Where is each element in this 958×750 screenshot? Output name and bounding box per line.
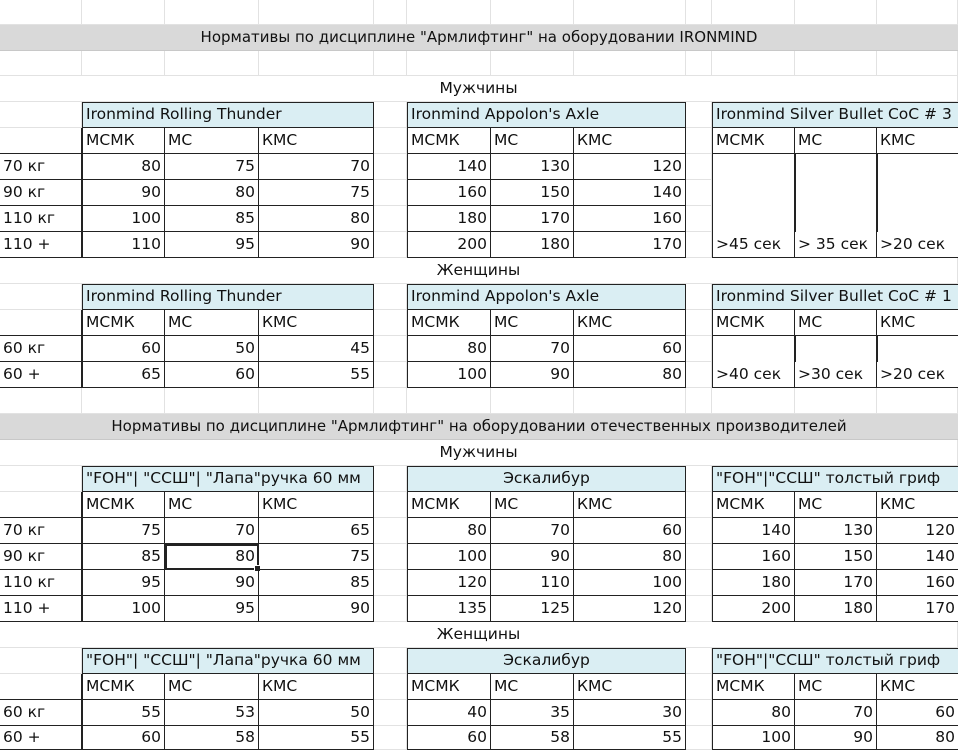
value-cell[interactable]	[877, 336, 958, 362]
value-cell[interactable]: 100	[407, 544, 491, 570]
empty-cell[interactable]	[574, 388, 686, 414]
equipment-name: Ironmind Appolon's Axle	[407, 102, 686, 128]
rank-header: КМС	[574, 492, 686, 518]
data-row	[0, 570, 958, 596]
rank-header: КМС	[877, 128, 958, 154]
spacer-cell[interactable]	[686, 154, 712, 180]
equipment-name: "FOH"| "ССШ"| "Лапа"ручка 60 мм	[82, 466, 374, 492]
value-cell[interactable]: 140	[877, 544, 958, 570]
weight-class: 70 кг	[0, 518, 82, 544]
rank-header: МСМК	[407, 674, 491, 700]
equipment-name: Эскалибур	[407, 466, 686, 492]
equipment-header-row	[0, 648, 958, 674]
spacer-cell[interactable]	[374, 154, 407, 180]
spacer-cell[interactable]	[374, 674, 407, 700]
rank-header: КМС	[574, 674, 686, 700]
equipment-name: "FOH"|"ССШ" толстый гриф	[712, 648, 958, 674]
value-cell[interactable]: 180	[795, 596, 877, 622]
rank-header: МСМК	[82, 492, 165, 518]
empty-cell[interactable]	[877, 0, 958, 25]
weight-class: 90 кг	[0, 180, 82, 206]
empty-cell[interactable]	[0, 466, 82, 492]
value-cell[interactable]: 110	[491, 570, 574, 596]
value-cell[interactable]: 70	[491, 518, 574, 544]
spacer-cell[interactable]	[686, 310, 712, 336]
value-cell[interactable]: 130	[795, 518, 877, 544]
value-cell[interactable]: 65	[82, 362, 165, 388]
value-cell[interactable]: 60	[82, 726, 165, 750]
value-cell[interactable]: > 35 сек	[795, 232, 877, 258]
equipment-name: Эскалибур	[407, 648, 686, 674]
spacer-cell[interactable]	[686, 180, 712, 206]
empty-cell[interactable]	[712, 388, 795, 414]
gender-row	[0, 76, 958, 102]
spacer-cell[interactable]	[374, 102, 407, 128]
value-cell[interactable]: 80	[407, 518, 491, 544]
rank-header: МСМК	[407, 492, 491, 518]
spacer-cell[interactable]	[686, 362, 712, 388]
spacer-cell[interactable]	[374, 570, 407, 596]
spacer-cell[interactable]	[374, 336, 407, 362]
rank-header: МСМК	[712, 310, 795, 336]
value-cell[interactable]: 170	[795, 570, 877, 596]
value-cell[interactable]: 100	[82, 206, 165, 232]
equipment-name: "FOH"| "ССШ"| "Лапа"ручка 60 мм	[82, 648, 374, 674]
value-cell[interactable]: 80	[165, 544, 259, 570]
empty-cell[interactable]	[877, 388, 958, 414]
value-cell[interactable]: 80	[82, 154, 165, 180]
value-cell[interactable]: 130	[491, 154, 574, 180]
empty-cell[interactable]	[407, 0, 491, 25]
spacer-cell[interactable]	[374, 206, 407, 232]
rank-header: МСМК	[82, 128, 165, 154]
value-cell[interactable]: 90	[259, 232, 374, 258]
value-cell[interactable]: 50	[165, 336, 259, 362]
value-cell[interactable]: 58	[491, 726, 574, 750]
spacer-cell[interactable]	[374, 180, 407, 206]
value-cell[interactable]: 120	[574, 596, 686, 622]
rank-header: КМС	[259, 310, 374, 336]
value-cell[interactable]: 75	[259, 180, 374, 206]
value-cell[interactable]	[877, 206, 958, 232]
empty-cell[interactable]	[374, 0, 407, 25]
rank-header: КМС	[877, 310, 958, 336]
value-cell[interactable]: 170	[491, 206, 574, 232]
data-row	[0, 518, 958, 544]
equipment-name: Ironmind Rolling Thunder	[82, 102, 374, 128]
spacer-cell[interactable]	[686, 518, 712, 544]
value-cell[interactable]	[877, 154, 958, 180]
weight-class: 60 +	[0, 362, 82, 388]
value-cell[interactable]: 95	[165, 596, 259, 622]
empty-cell[interactable]	[82, 0, 165, 25]
rank-header: МС	[795, 492, 877, 518]
value-cell[interactable]: 140	[712, 518, 795, 544]
rank-header: МСМК	[712, 492, 795, 518]
equipment-header-row	[0, 466, 958, 492]
empty-cell[interactable]	[374, 388, 407, 414]
empty-cell[interactable]	[259, 0, 374, 25]
value-cell[interactable]: 70	[795, 700, 877, 726]
rank-header: МСМК	[82, 310, 165, 336]
rank-header: МС	[795, 128, 877, 154]
spacer-cell[interactable]	[374, 310, 407, 336]
value-cell[interactable]: 75	[165, 154, 259, 180]
spacer-cell[interactable]	[686, 466, 712, 492]
empty-cell[interactable]	[877, 51, 958, 76]
value-cell[interactable]: 160	[877, 570, 958, 596]
value-cell[interactable]: 160	[712, 544, 795, 570]
value-cell[interactable]	[877, 180, 958, 206]
section-title-row	[0, 25, 958, 51]
spacer-cell[interactable]	[686, 284, 712, 310]
rank-header: КМС	[259, 674, 374, 700]
section-title: Нормативы по дисциплине "Армлифтинг" на оборудовании отечественных производителей	[0, 414, 958, 440]
spacer-cell[interactable]	[686, 596, 712, 622]
empty-cell[interactable]	[574, 51, 686, 76]
value-cell[interactable]: 70	[491, 336, 574, 362]
value-cell[interactable]: 80	[574, 544, 686, 570]
weight-class: 60 кг	[0, 336, 82, 362]
rank-header: МС	[165, 310, 259, 336]
value-cell[interactable]: 55	[82, 700, 165, 726]
spacer-cell[interactable]	[686, 544, 712, 570]
blank-row	[0, 51, 958, 76]
rank-header-row	[0, 128, 958, 154]
empty-cell[interactable]	[491, 388, 574, 414]
spacer-cell[interactable]	[686, 674, 712, 700]
value-cell[interactable]: 80	[407, 336, 491, 362]
spacer-cell[interactable]	[686, 336, 712, 362]
empty-cell[interactable]	[686, 51, 712, 76]
value-cell[interactable]: 180	[407, 206, 491, 232]
equipment-name: "FOH"|"ССШ" толстый гриф	[712, 466, 958, 492]
spacer-cell[interactable]	[374, 362, 407, 388]
blank-row	[0, 388, 958, 414]
empty-cell[interactable]	[0, 128, 82, 154]
spacer-cell[interactable]	[686, 648, 712, 674]
value-cell[interactable]: 53	[165, 700, 259, 726]
value-cell[interactable]: 58	[165, 726, 259, 750]
value-cell[interactable]: 80	[574, 362, 686, 388]
spacer-cell[interactable]	[686, 726, 712, 750]
value-cell[interactable]: >30 сек	[795, 362, 877, 388]
empty-cell[interactable]	[0, 674, 82, 700]
rank-header: МСМК	[712, 674, 795, 700]
rank-header-row	[0, 310, 958, 336]
value-cell[interactable]: 150	[491, 180, 574, 206]
empty-cell[interactable]	[165, 0, 259, 25]
value-cell[interactable]: 75	[82, 518, 165, 544]
rank-header: МС	[491, 492, 574, 518]
value-cell[interactable]	[712, 336, 795, 362]
value-cell[interactable]: 45	[259, 336, 374, 362]
value-cell[interactable]: 65	[259, 518, 374, 544]
empty-cell[interactable]	[165, 388, 259, 414]
value-cell[interactable]: 90	[795, 726, 877, 750]
value-cell[interactable]: 80	[259, 206, 374, 232]
weight-class: 70 кг	[0, 154, 82, 180]
empty-cell[interactable]	[374, 51, 407, 76]
gender-label: Мужчины	[0, 440, 958, 466]
value-cell[interactable]: 90	[259, 596, 374, 622]
rank-header-row	[0, 492, 958, 518]
value-cell[interactable]: 110	[82, 232, 165, 258]
value-cell[interactable]: 60	[82, 336, 165, 362]
empty-cell[interactable]	[165, 51, 259, 76]
value-cell[interactable]: 60	[574, 336, 686, 362]
value-cell[interactable]: 85	[82, 544, 165, 570]
rank-header: КМС	[259, 128, 374, 154]
value-cell[interactable]: 40	[407, 700, 491, 726]
value-cell[interactable]: 140	[407, 154, 491, 180]
empty-cell[interactable]	[686, 388, 712, 414]
value-cell[interactable]: 30	[574, 700, 686, 726]
section-title-row	[0, 414, 958, 440]
value-cell[interactable]: 170	[574, 232, 686, 258]
gender-row	[0, 440, 958, 466]
spacer-cell[interactable]	[686, 492, 712, 518]
value-cell[interactable]: 125	[491, 596, 574, 622]
spacer-cell[interactable]	[374, 466, 407, 492]
empty-cell[interactable]	[259, 51, 374, 76]
rank-header: МС	[491, 128, 574, 154]
equipment-name: Ironmind Silver Bullet CoC # 3	[712, 102, 958, 128]
spacer-cell[interactable]	[374, 648, 407, 674]
value-cell[interactable]: >20 сек	[877, 232, 958, 258]
value-cell[interactable]: 200	[712, 596, 795, 622]
spacer-cell[interactable]	[374, 726, 407, 750]
rank-header: МС	[795, 310, 877, 336]
empty-cell[interactable]	[82, 51, 165, 76]
spacer-cell[interactable]	[686, 232, 712, 258]
value-cell[interactable]: 120	[877, 518, 958, 544]
empty-cell[interactable]	[0, 492, 82, 518]
equipment-name: Ironmind Appolon's Axle	[407, 284, 686, 310]
equipment-header-row	[0, 102, 958, 128]
value-cell[interactable]: 95	[165, 232, 259, 258]
data-row	[0, 700, 958, 726]
value-cell[interactable]: 90	[82, 180, 165, 206]
value-cell[interactable]: 180	[491, 232, 574, 258]
gender-label: Мужчины	[0, 76, 958, 102]
value-cell[interactable]: 120	[407, 570, 491, 596]
spacer-cell[interactable]	[374, 492, 407, 518]
gender-label: Женщины	[0, 258, 958, 284]
empty-cell[interactable]	[574, 0, 686, 25]
value-cell[interactable]: 80	[712, 700, 795, 726]
rank-header: МС	[165, 492, 259, 518]
rank-header: МС	[491, 674, 574, 700]
spacer-cell[interactable]	[686, 128, 712, 154]
value-cell[interactable]: >20 сек	[877, 362, 958, 388]
value-cell[interactable]: 100	[407, 362, 491, 388]
value-cell[interactable]: 140	[574, 180, 686, 206]
weight-class: 110 +	[0, 232, 82, 258]
empty-cell[interactable]	[491, 51, 574, 76]
value-cell[interactable]: 70	[165, 518, 259, 544]
value-cell[interactable]: 80	[165, 180, 259, 206]
gender-row	[0, 258, 958, 284]
spacer-cell[interactable]	[686, 700, 712, 726]
empty-cell[interactable]	[795, 51, 877, 76]
empty-cell[interactable]	[0, 648, 82, 674]
value-cell[interactable]: 85	[165, 206, 259, 232]
value-cell[interactable]: 100	[82, 596, 165, 622]
rank-header: МСМК	[712, 128, 795, 154]
value-cell[interactable]: 160	[407, 180, 491, 206]
value-cell[interactable]	[795, 206, 877, 232]
spacer-cell[interactable]	[374, 700, 407, 726]
weight-class: 60 кг	[0, 700, 82, 726]
weight-class: 60 +	[0, 726, 82, 750]
value-cell[interactable]	[712, 154, 795, 180]
value-cell[interactable]	[712, 206, 795, 232]
value-cell[interactable]: 60	[407, 726, 491, 750]
rank-header-row	[0, 674, 958, 700]
rank-header: КМС	[574, 310, 686, 336]
data-row	[0, 232, 958, 258]
value-cell[interactable]: 90	[491, 544, 574, 570]
spacer-cell[interactable]	[686, 206, 712, 232]
rank-header: МСМК	[407, 310, 491, 336]
value-cell[interactable]: 60	[877, 700, 958, 726]
equipment-header-row	[0, 284, 958, 310]
empty-cell[interactable]	[407, 388, 491, 414]
data-row	[0, 596, 958, 622]
empty-cell[interactable]	[0, 102, 82, 128]
value-cell[interactable]: 60	[165, 362, 259, 388]
value-cell[interactable]: 80	[877, 726, 958, 750]
data-row	[0, 336, 958, 362]
equipment-name: Ironmind Silver Bullet CoC # 1	[712, 284, 958, 310]
spacer-cell[interactable]	[374, 128, 407, 154]
value-cell[interactable]: 35	[491, 700, 574, 726]
value-cell[interactable]: 100	[574, 570, 686, 596]
value-cell[interactable]	[712, 180, 795, 206]
empty-cell[interactable]	[491, 0, 574, 25]
value-cell[interactable]: 70	[259, 154, 374, 180]
section-title: Нормативы по дисциплине "Армлифтинг" на оборудовании IRONMIND	[0, 25, 958, 51]
value-cell[interactable]: 200	[407, 232, 491, 258]
weight-class: 110 кг	[0, 570, 82, 596]
empty-cell[interactable]	[0, 388, 82, 414]
empty-cell[interactable]	[795, 0, 877, 25]
spacer-cell[interactable]	[686, 570, 712, 596]
gender-row	[0, 622, 958, 648]
value-cell[interactable]: 90	[165, 570, 259, 596]
rank-header: МС	[165, 128, 259, 154]
empty-cell[interactable]	[0, 284, 82, 310]
empty-cell[interactable]	[686, 0, 712, 25]
rank-header: МС	[795, 674, 877, 700]
value-cell[interactable]	[795, 336, 877, 362]
value-cell[interactable]: 135	[407, 596, 491, 622]
data-row	[0, 180, 958, 206]
data-row	[0, 726, 958, 750]
gender-label: Женщины	[0, 622, 958, 648]
data-row	[0, 544, 958, 570]
value-cell[interactable]	[795, 154, 877, 180]
equipment-name: Ironmind Rolling Thunder	[82, 284, 374, 310]
value-cell[interactable]: 120	[574, 154, 686, 180]
data-row	[0, 362, 958, 388]
value-cell[interactable]: 85	[259, 570, 374, 596]
empty-cell[interactable]	[712, 51, 795, 76]
value-cell[interactable]: 160	[574, 206, 686, 232]
value-cell[interactable]: 90	[491, 362, 574, 388]
spacer-cell[interactable]	[374, 596, 407, 622]
value-cell[interactable]: 100	[712, 726, 795, 750]
empty-cell[interactable]	[0, 310, 82, 336]
spacer-cell[interactable]	[374, 284, 407, 310]
value-cell[interactable]: 150	[795, 544, 877, 570]
rank-header: МСМК	[82, 674, 165, 700]
empty-cell[interactable]	[407, 51, 491, 76]
value-cell[interactable]: >40 сек	[712, 362, 795, 388]
value-cell[interactable]: >45 сек	[712, 232, 795, 258]
empty-cell[interactable]	[259, 388, 374, 414]
weight-class: 110 кг	[0, 206, 82, 232]
weight-class: 110 +	[0, 596, 82, 622]
empty-cell[interactable]	[0, 0, 82, 25]
spacer-cell[interactable]	[686, 102, 712, 128]
rank-header: КМС	[877, 492, 958, 518]
rank-header: КМС	[574, 128, 686, 154]
value-cell[interactable]: 170	[877, 596, 958, 622]
empty-cell[interactable]	[82, 388, 165, 414]
rank-header: КМС	[877, 674, 958, 700]
value-cell[interactable]: 55	[574, 726, 686, 750]
data-row	[0, 206, 958, 232]
value-cell[interactable]: 55	[259, 726, 374, 750]
rank-header: КМС	[259, 492, 374, 518]
empty-cell[interactable]	[0, 51, 82, 76]
value-cell[interactable]: 75	[259, 544, 374, 570]
spacer-cell[interactable]	[374, 518, 407, 544]
rank-header: МС	[491, 310, 574, 336]
value-cell[interactable]: 50	[259, 700, 374, 726]
data-row	[0, 154, 958, 180]
value-cell[interactable]	[795, 180, 877, 206]
weight-class: 90 кг	[0, 544, 82, 570]
empty-cell[interactable]	[712, 0, 795, 25]
value-cell[interactable]: 55	[259, 362, 374, 388]
spacer-cell[interactable]	[374, 544, 407, 570]
value-cell[interactable]: 60	[574, 518, 686, 544]
empty-cell[interactable]	[795, 388, 877, 414]
rank-header: МС	[165, 674, 259, 700]
spacer-cell[interactable]	[374, 232, 407, 258]
rank-header: МСМК	[407, 128, 491, 154]
value-cell[interactable]: 95	[82, 570, 165, 596]
value-cell[interactable]: 180	[712, 570, 795, 596]
blank-row	[0, 0, 958, 25]
